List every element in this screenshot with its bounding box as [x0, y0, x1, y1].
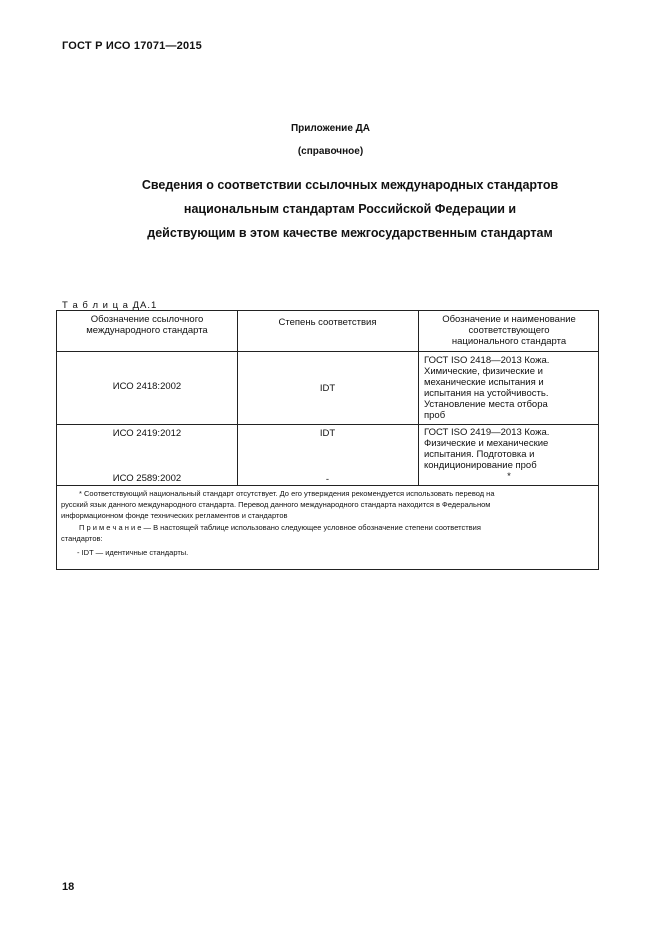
document-code: ГОСТ Р ИСО 17071—2015 [62, 40, 202, 52]
national-line: кондиционирование проб [424, 460, 537, 471]
table-note [61, 522, 596, 544]
column-header-national [418, 314, 600, 347]
header-line: международного стандарта [86, 325, 208, 336]
national-line: испытания. Подготовка и [424, 449, 535, 460]
column-header-degree [237, 317, 418, 328]
table-legend: - IDT — идентичные стандарты. [77, 548, 189, 557]
table-caption: Т а б л и ц а ДА.1 [62, 300, 158, 311]
national-line: Химические, физические и [424, 366, 543, 377]
reference-table [56, 310, 599, 570]
row-divider [57, 424, 599, 425]
page-number: 18 [62, 881, 75, 893]
appendix-title: Приложение ДА [290, 123, 371, 134]
table-row-ref: ИСО 2589:2002 [112, 473, 182, 484]
national-line: испытания на устойчивость. [424, 388, 549, 399]
column-divider [237, 311, 238, 485]
national-line: проб [424, 410, 446, 421]
appendix-heading [110, 173, 590, 245]
footnote-line: информационном фонде технических регламентов и стандартов [61, 511, 288, 520]
header-line: Обозначение ссылочного [90, 314, 204, 325]
national-line: ГОСТ ISO 2419—2013 Кожа. [424, 427, 550, 438]
header-line: соответствующего [468, 325, 550, 336]
appendix-kind: (справочное) [297, 146, 364, 157]
note-line: П р и м е ч а н и е — В настоящей таблице использовано следующее условное обозначение степени соответствия [79, 523, 481, 532]
table-row-national: * [507, 471, 511, 482]
table-row-national [424, 355, 596, 421]
footnote-line: * Соответствующий национальный стандарт отсутствует. До его утверждения рекомендуется использовать перевод на [79, 489, 495, 498]
table-row-degree: IDT [319, 428, 336, 439]
header-line: Степень соответствия [278, 317, 377, 328]
table-row-ref: ИСО 2419:2012 [112, 428, 182, 439]
note-line: стандартов: [61, 534, 103, 543]
table-row-ref: ИСО 2418:2002 [112, 381, 182, 392]
heading-line: национальным стандартам Российской Федерации и [183, 202, 517, 216]
national-line: ГОСТ ISO 2418—2013 Кожа. [424, 355, 550, 366]
national-line: Физические и механические [424, 438, 549, 449]
table-footnote [61, 488, 596, 521]
header-line: национального стандарта [451, 336, 567, 347]
column-header-ref [57, 314, 237, 336]
national-line: механические испытания и [424, 377, 544, 388]
national-line: Установление места отбора [424, 399, 548, 410]
table-row-degree: - [325, 474, 330, 485]
header-divider [57, 351, 598, 352]
footnote-line: русский язык данного международного стандарта. Перевод данного международного стандарта находится в Федеральном [61, 500, 491, 509]
heading-line: Сведения о соответствии ссылочных международных стандартов [141, 178, 559, 192]
table-row-national [424, 427, 596, 471]
header-line: Обозначение и наименование [442, 314, 576, 325]
heading-line: действующим в этом качестве межгосударственным стандартам [147, 226, 553, 240]
table-row-degree: IDT [319, 383, 336, 394]
footer-divider [57, 485, 598, 486]
